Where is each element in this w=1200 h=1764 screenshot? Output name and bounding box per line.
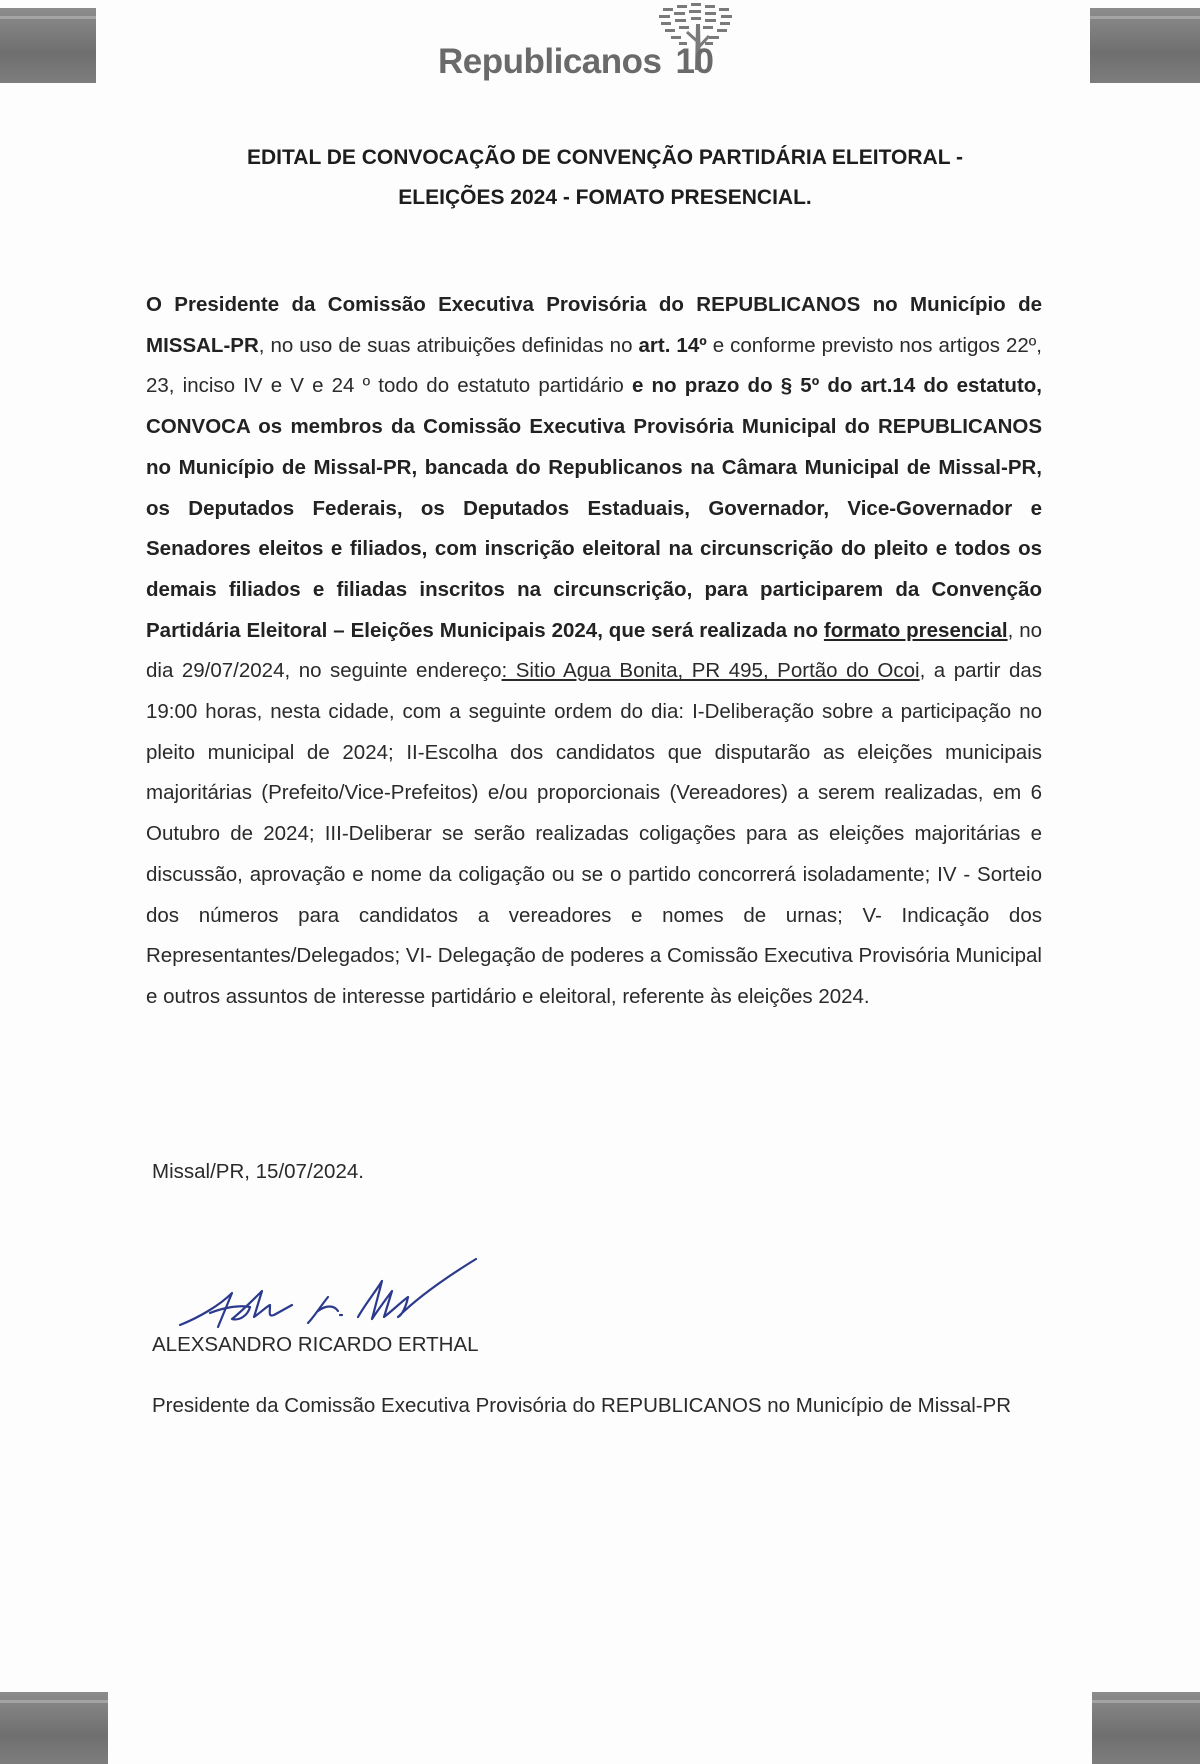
body-segment-8: , a partir das 19:00 horas, nesta cidade, com a seguinte ordem do dia: I-Deliberação sobre a participação no pleito municipal de 2024; II-Escolha dos candidatos que disputarão as eleições municipais majoritárias (Prefeito/Vice-Prefeitos) e/ou proporcionais (Vereadores) a serem realizadas, em 6 Outubro de 2024; III-Deliberar se serão realizadas coligações para as eleições majoritárias e discussão, aprovação e nome da coligação ou se o partido concorrerá isoladamente; IV - Sorteio dos números para candidatos a vereadores e nomes de urnas; V- Indicação dos Representantes/Delegados; VI- Delegação de poderes a Comissão Executiva Provisória Municipal e outros assuntos de interesse partidário e eleitoral, referente às eleições 2024. xyxy=(146,659,1042,1008)
body-segment-2: art. 14º xyxy=(638,333,707,357)
body-segment-5: formato presencial xyxy=(823,618,1008,642)
scan-corner-mark-top-left xyxy=(0,8,96,83)
body-segment-4: e no prazo do § 5º do art.14 do estatuto, CONVOCA os membros da Comissão Executiva Provisória Municipal do REPUBLICANOS no Município de Missal-PR, bancada do Republicanos na Câmara Municipal de Missal-PR, os Deputados Federais, os Deputados Estaduais, Governador, Vice-Governador e Senadores eleitos e filiados, com inscrição eleitoral na circunscrição do pleito e todos os demais filiados e filiadas inscritos na circunscrição, para participarem da Convenção Partidária Eleitoral – Eleições Municipais 2024, que será realizada no xyxy=(146,374,1042,642)
convocation-body xyxy=(146,285,1042,1018)
body-segment-7: : Sitio Agua Bonita, PR 495, Portão do Ocoi xyxy=(501,659,920,683)
title-line-2: ELEIÇÕES 2024 - FOMATO PRESENCIAL. xyxy=(398,186,812,209)
republicanos-logo xyxy=(430,0,770,90)
title-line-1: EDITAL DE CONVOCAÇÃO DE CONVENÇÃO PARTIDÁRIA ELEITORAL - xyxy=(247,146,963,169)
logo-number: 10 xyxy=(675,42,714,81)
body-segment-3: e conforme previsto nos artigos 22º, 23, inciso IV e V e 24 º todo do estatuto partidário xyxy=(146,333,1042,398)
scan-corner-mark-top-right xyxy=(1090,8,1200,83)
logo-wordmark: Republicanos 10 xyxy=(438,42,714,81)
document-title xyxy=(130,138,1080,218)
date-line: Missal/PR, 15/07/2024. xyxy=(152,1160,364,1183)
body-segment-0: O Presidente da Comissão Executiva Provisória do REPUBLICANOS no Município de MISSAL-PR xyxy=(146,293,1042,357)
scan-corner-mark-bottom-left xyxy=(0,1692,108,1764)
signer-role: Presidente da Comissão Executiva Provisória do REPUBLICANOS no Município de Missal-PR xyxy=(152,1394,1012,1417)
handwritten-signature xyxy=(170,1255,500,1335)
signer-name: ALEXSANDRO RICARDO ERTHAL xyxy=(152,1333,479,1356)
body-segment-1: , no uso de suas atribuições definidas no xyxy=(258,333,639,357)
body-segment-6: , no dia 29/07/2024, no seguinte endereço xyxy=(146,618,1042,683)
scan-corner-mark-bottom-right xyxy=(1092,1692,1200,1764)
